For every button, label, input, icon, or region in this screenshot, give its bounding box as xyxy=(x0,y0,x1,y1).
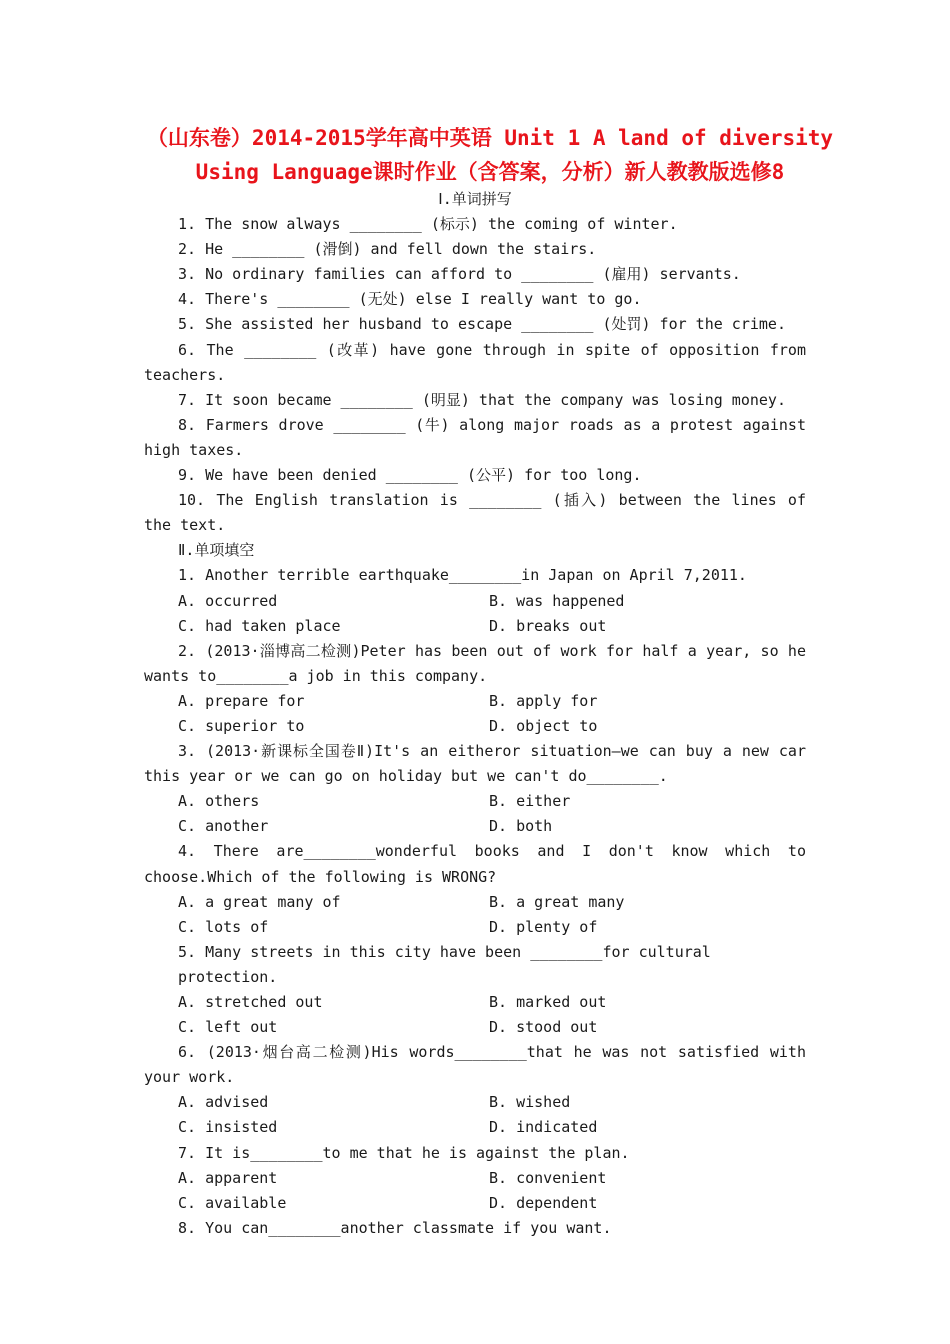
option-c: C. insisted xyxy=(178,1118,278,1137)
spelling-item: 4. There's ________ (无处) else I really want to go. xyxy=(178,290,642,309)
section-heading-spelling: Ⅰ.单词拼写 xyxy=(438,190,512,208)
options-row xyxy=(144,589,806,614)
spelling-item: 2. He ________ (滑倒) and fell down the stairs. xyxy=(178,240,597,259)
option-a: A. stretched out xyxy=(178,993,323,1011)
option-d: D. indicated xyxy=(489,1118,598,1137)
question-stem: 1. Another terrible earthquake________in Japan on April 7,2011. xyxy=(178,566,747,585)
question-stem: 5. Many streets in this city have been ________for cultural protection. xyxy=(178,942,711,986)
question-stem: 6. (2013·烟台高二检测)His words________that he was not satisfied with your work. xyxy=(144,1043,806,1087)
document-title-line-2: Using Language课时作业（含答案，分析）新人教教版选修8 xyxy=(195,160,785,184)
option-b: B. either xyxy=(489,792,571,811)
spelling-item: 9. We have been denied ________ (公平) for too long. xyxy=(178,466,642,485)
option-d: D. both xyxy=(489,817,553,836)
option-a: A. others xyxy=(178,792,260,811)
document-body xyxy=(144,187,806,1241)
question-stem: 7. It is________to me that he is against the plan. xyxy=(178,1143,630,1162)
document-title-line-1: （山东卷）2014-2015学年高中英语 Unit 1 A land of diversity xyxy=(146,126,834,150)
option-b: B. wished xyxy=(489,1093,571,1112)
option-c: C. superior to xyxy=(178,716,305,735)
option-c: C. available xyxy=(178,1193,287,1212)
options-row xyxy=(144,890,806,915)
options-row xyxy=(144,990,806,1015)
options-row xyxy=(144,714,806,739)
spelling-item: 7. It soon became ________ (明显) that the company was losing money. xyxy=(178,390,786,409)
option-c: C. another xyxy=(178,817,269,836)
spelling-item: 3. No ordinary families can afford to ________ (雇用) servants. xyxy=(178,265,741,284)
spelling-item: 1. The snow always ________ (标示) the coming of winter. xyxy=(178,215,678,234)
options-row xyxy=(144,1090,806,1115)
options-row xyxy=(144,915,806,940)
option-a: A. occurred xyxy=(178,591,278,610)
option-a: A. prepare for xyxy=(178,691,305,710)
options-row xyxy=(144,789,806,814)
option-d: D. dependent xyxy=(489,1193,598,1212)
option-a: A. advised xyxy=(178,1093,269,1112)
options-row xyxy=(144,1015,806,1040)
options-row xyxy=(144,1166,806,1191)
spelling-item: 6. The ________ (改革) have gone through in spite of opposition from teachers. xyxy=(144,340,806,384)
question-stem: 3. (2013·新课标全国卷Ⅱ)It's an eitheror situation—we can buy a new car this year or we can go on holiday but we can't do________. xyxy=(144,742,806,786)
option-b: B. apply for xyxy=(489,691,598,710)
option-b: B. marked out xyxy=(489,993,607,1011)
option-d: D. breaks out xyxy=(489,616,607,635)
spelling-item: 10. The English translation is ________ (插入) between the lines of the text. xyxy=(144,491,806,535)
option-b: B. was happened xyxy=(489,591,625,610)
option-b: B. a great many xyxy=(489,892,625,911)
question-stem: 2. (2013·淄博高二检测)Peter has been out of work for half a year, so he wants to________a job in this company. xyxy=(144,641,806,685)
section-heading-choice: Ⅱ.单项填空 xyxy=(178,541,255,560)
options-row xyxy=(144,814,806,839)
option-c: C. had taken place xyxy=(178,616,341,635)
option-b: B. convenient xyxy=(489,1168,607,1187)
options-row xyxy=(144,1115,806,1140)
options-row xyxy=(144,614,806,639)
option-d: D. stood out xyxy=(489,1018,598,1037)
options-row xyxy=(144,689,806,714)
question-stem: 4. There are________wonderful books and I don't know which to choose.Which of the following is WRONG? xyxy=(144,842,806,886)
options-row xyxy=(144,1191,806,1216)
option-d: D. plenty of xyxy=(489,917,598,936)
option-c: C. left out xyxy=(178,1018,278,1037)
spelling-item: 5. She assisted her husband to escape ________ (处罚) for the crime. xyxy=(178,315,786,334)
option-a: A. apparent xyxy=(178,1168,278,1187)
question-stem: 8. You can________another classmate if you want. xyxy=(178,1218,612,1237)
option-d: D. object to xyxy=(489,716,598,735)
option-a: A. a great many of xyxy=(178,892,341,911)
spelling-item: 8. Farmers drove ________ (牛) along major roads as a protest against high taxes. xyxy=(144,415,806,459)
option-c: C. lots of xyxy=(178,917,269,936)
